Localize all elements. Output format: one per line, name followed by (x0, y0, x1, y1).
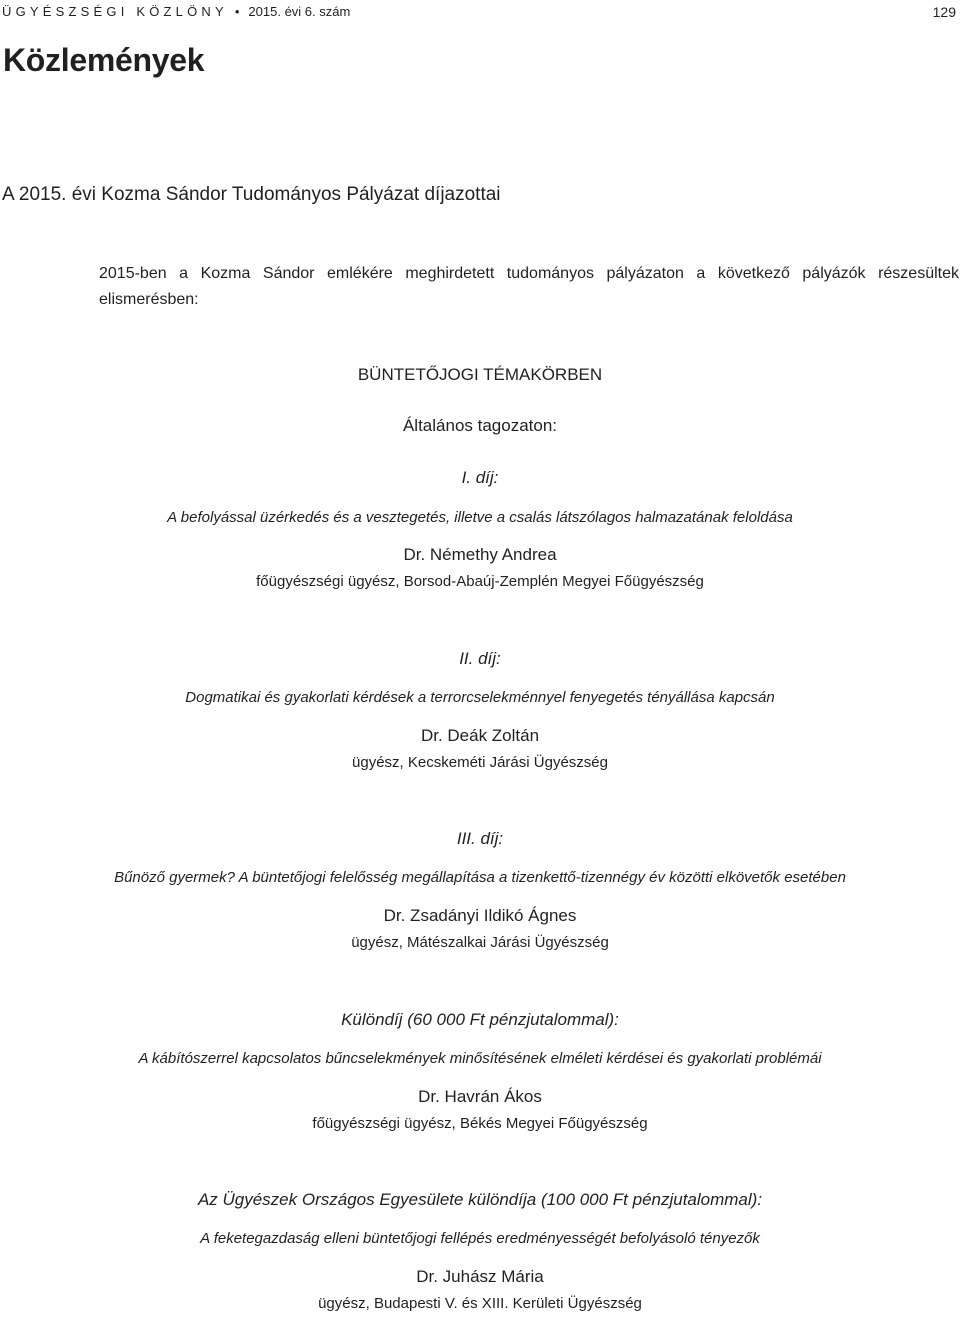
article-title: A 2015. évi Kozma Sándor Tudományos Pályázat díjazottai (2, 184, 501, 205)
award-winner: Dr. Némethy Andrea (403, 545, 557, 564)
award-prize: III. díj: (456, 829, 504, 848)
award-affiliation: ügyész, Budapesti V. és XIII. Kerületi Ügyészség (318, 1295, 642, 1312)
journal-name: ÜGYÉSZSÉGI KÖZLÖNY (2, 4, 228, 19)
intro-paragraph: 2015-ben a Kozma Sándor emlékére meghirdetett tudományos pályázaton a következő pályázók részesültek elismerésben: (99, 265, 959, 308)
award-prize: II. díj: (459, 649, 501, 668)
award-prize: Különdíj (60 000 Ft pénzjutalommal): (341, 1010, 619, 1029)
award-affiliation: ügyész, Mátészalkai Járási Ügyészség (351, 934, 609, 951)
award-prize: I. díj: (461, 468, 499, 487)
award-work-title: Dogmatikai és gyakorlati kérdések a terrorcselekménnyel fenyegetés tényállása kapcsán (185, 689, 775, 706)
category-heading: BÜNTETŐJOGI TÉMAKÖRBEN (357, 365, 603, 384)
award-winner: Dr. Juhász Mária (416, 1267, 544, 1286)
award-affiliation: főügyészségi ügyész, Borsod-Abaúj-Zemplén Megyei Főügyészség (256, 573, 704, 590)
award-work-title: Bűnöző gyermek? A büntetőjogi felelősség megállapítása a tizenkettő-tizennégy év közötti elkövetők esetében (114, 869, 846, 886)
award-affiliation: ügyész, Kecskeméti Járási Ügyészség (352, 754, 608, 771)
award-affiliation: főügyészségi ügyész, Békés Megyei Főügyészség (312, 1115, 648, 1132)
section-title: Közlemények (3, 42, 205, 78)
page-number: 129 (932, 4, 956, 20)
award-work-title: A befolyással üzérkedés és a vesztegetés, illetve a csalás látszólagos halmazatának feloldása (167, 509, 793, 526)
running-header (2, 2, 960, 22)
award-work-title: A kábítószerrel kapcsolatos bűncselekmények minősítésének elméleti kérdései és gyakorlati problémái (138, 1050, 822, 1067)
award-winner: Dr. Zsadányi Ildikó Ágnes (383, 906, 577, 925)
subcategory-heading: Általános tagozaton: (402, 416, 558, 435)
award-winner: Dr. Deák Zoltán (420, 726, 540, 745)
header-bullet: • (234, 4, 240, 19)
award-winner: Dr. Havrán Ákos (418, 1087, 542, 1106)
award-prize: Az Ügyészek Országos Egyesülete különdíja (100 000 Ft pénzjutalommal): (197, 1190, 763, 1209)
issue-label: 2015. évi 6. szám (248, 4, 351, 19)
award-work-title: A feketegazdaság elleni büntetőjogi fellépés eredményességét befolyásoló tényezők (200, 1230, 760, 1247)
